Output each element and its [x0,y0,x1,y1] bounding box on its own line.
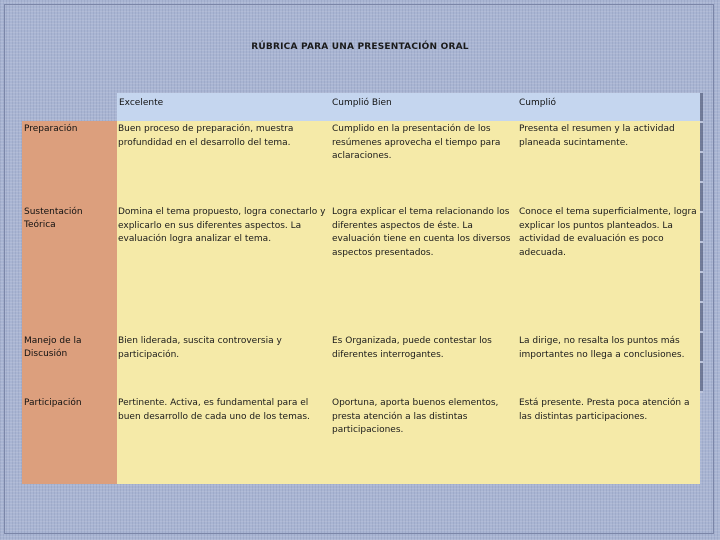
page-title: RÚBRICA PARA UNA PRESENTACIÓN ORAL [251,42,469,52]
table-cell: La dirige, no resalta los puntos más importantes no llega a conclusiones. [519,336,685,360]
table-cell: Cumplido en la presentación de los resúmenes aprovecha el tiempo para aclaraciones. [332,124,501,161]
column-header-excelente: Excelente [119,98,164,108]
table-cell: Presenta el resumen y la actividad planeada sucintamente. [519,124,675,148]
table-header-row [117,93,700,121]
row-label-participacion: Participación [24,398,82,408]
row-label-sustentacion-teorica: Sustentación Teórica [24,207,83,230]
column-header-cumplio: Cumplió [519,98,556,108]
table-cell: Buen proceso de preparación, muestra profundidad en el desarrollo del tema. [118,124,294,148]
table-cell: Bien liderada, suscita controversia y participación. [118,336,282,360]
table-right-edge [700,93,703,393]
row-label-column [22,121,117,484]
row-label-manejo-discusion: Manejo de la Discusión [24,336,82,359]
table-cell: Es Organizada, puede contestar los diferentes interrogantes. [332,336,492,360]
table-cell: Conoce el tema superficialmente, logra explicar los puntos planteados. La actividad de evaluación es poco adecuada. [519,207,697,258]
table-cell: Domina el tema propuesto, logra conectarlo y explicarlo en sus diferentes aspectos. La evaluación logra analizar el tema. [118,207,326,244]
header-blank-cell [22,93,117,121]
table-cell: Está presente. Presta poca atención a las distintas participaciones. [519,398,690,422]
column-header-cumplio-bien: Cumplió Bien [332,98,392,108]
table-cell: Logra explicar el tema relacionando los diferentes aspectos de éste. La evaluación tiene en cuenta los diversos aspectos presentados. [332,207,511,258]
row-label-preparacion: Preparación [24,124,78,134]
table-cell: Oportuna, aporta buenos elementos, presta atención a las distintas participaciones. [332,398,499,435]
table-cell: Pertinente. Activa, es fundamental para el buen desarrollo de cada uno de los temas. [118,398,310,422]
